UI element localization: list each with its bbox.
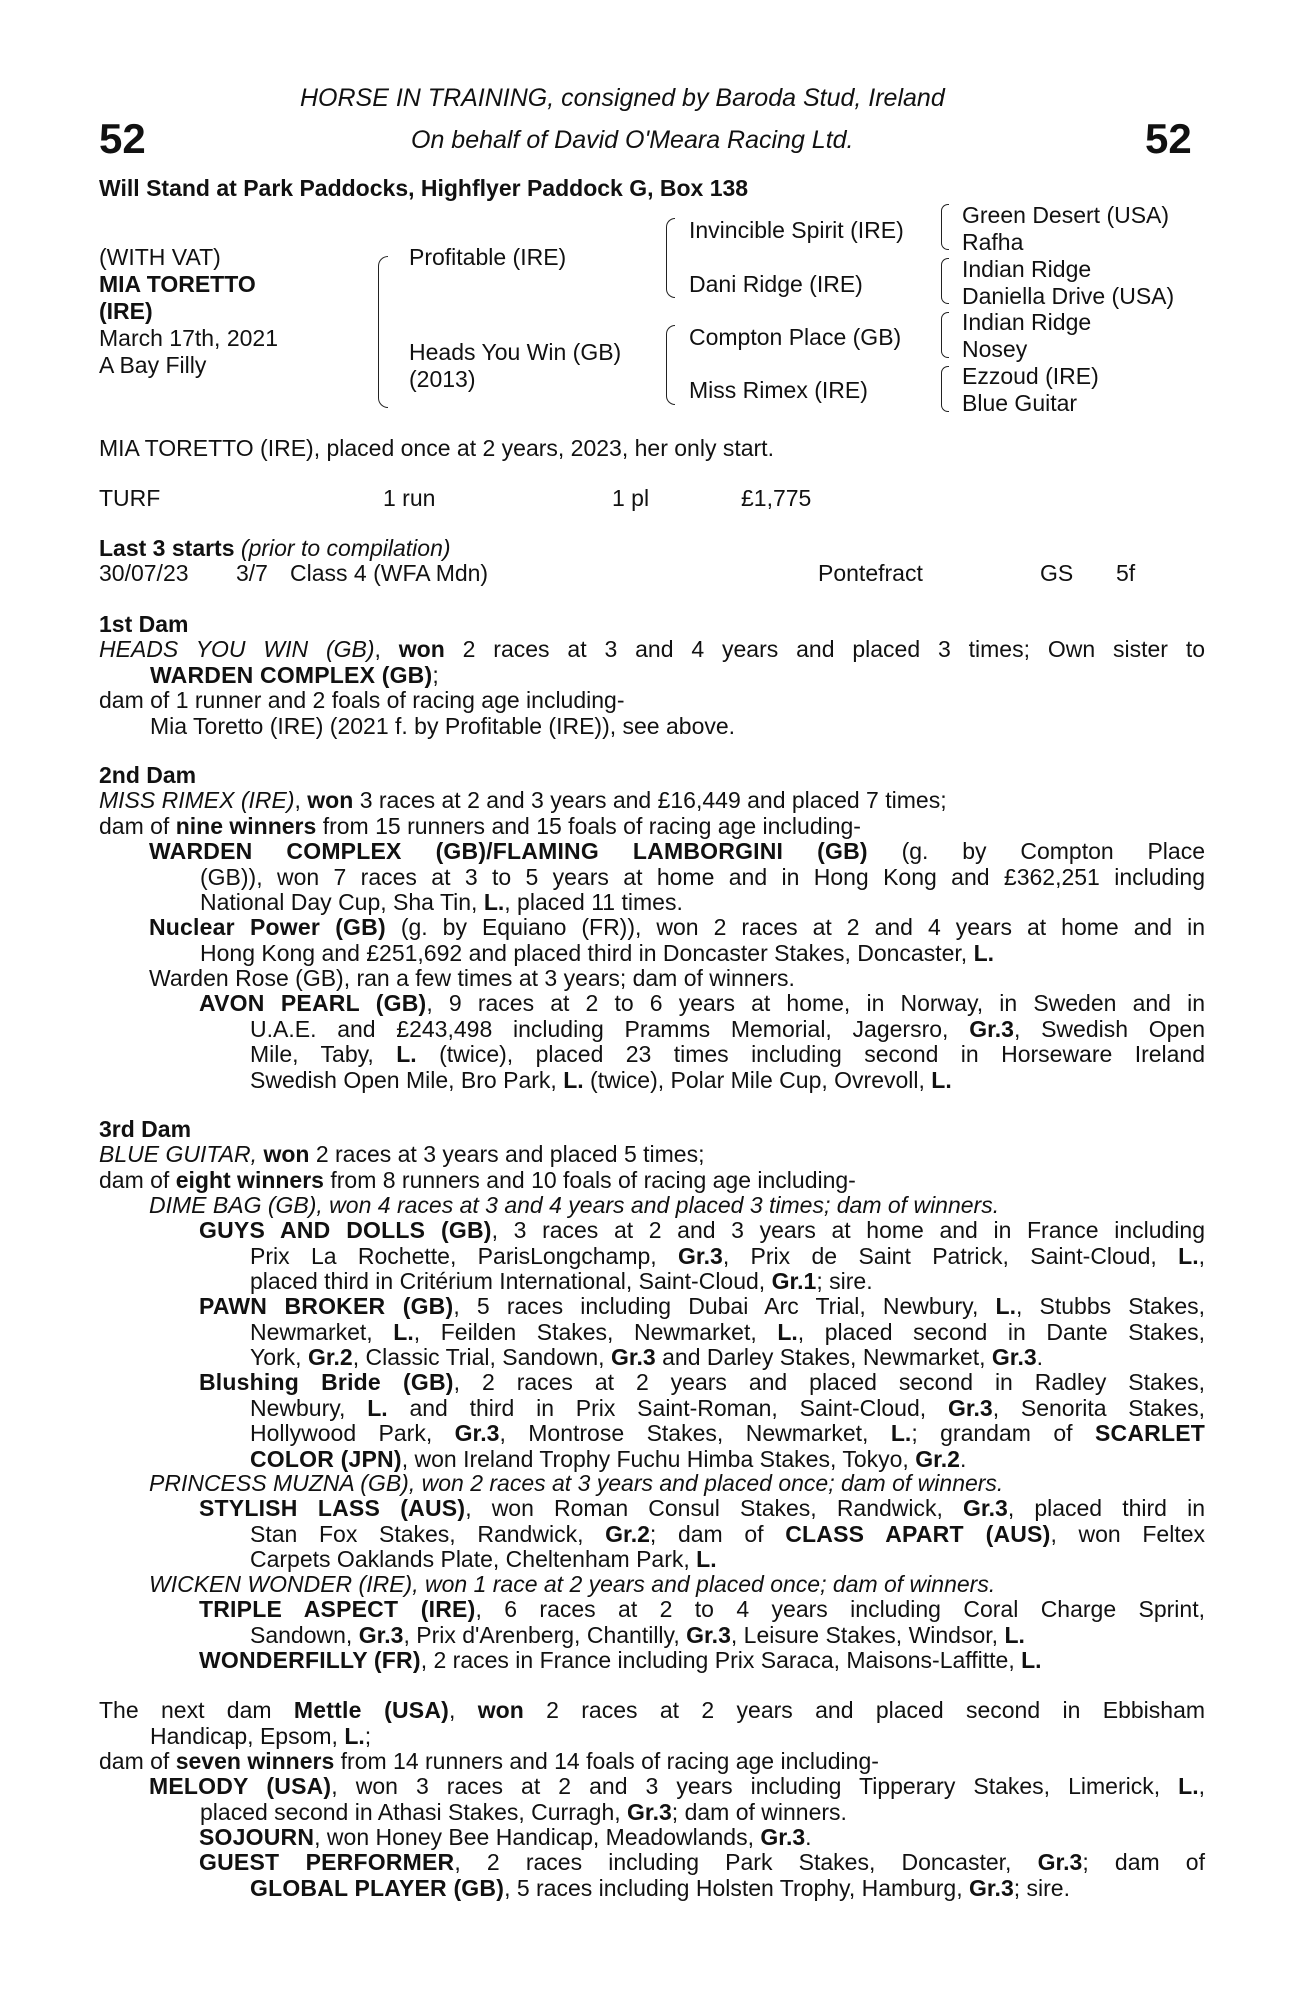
horse-name: AVON PEARL (GB) — [199, 990, 427, 1016]
horse-description: A Bay Filly — [99, 352, 207, 378]
start-position: 3/7 — [236, 560, 268, 586]
brace-g2 — [941, 258, 949, 304]
horse-name: WARDEN COMPLEX (GB)/FLAMING LAMBORGINI (GB) — [149, 838, 868, 864]
text: , 2 races including Park Stakes, Doncaster, — [454, 1849, 1012, 1875]
ancestor-g6: Nosey — [962, 336, 1028, 362]
horse-name: Blushing Bride (GB) — [199, 1369, 454, 1395]
text: ; grandam of — [911, 1420, 1073, 1446]
sire-sire: Invincible Spirit (IRE) — [689, 217, 904, 243]
group-tag: Gr.3 — [678, 1242, 723, 1269]
lot-number-left: 52 — [99, 115, 146, 162]
text: , Feilden Stakes, Newmarket, — [413, 1318, 757, 1345]
last-starts-title: Last 3 starts — [99, 535, 235, 561]
listed-tag: L. — [483, 889, 505, 915]
melody-entry — [149, 1774, 1205, 1825]
dam-dam: Miss Rimex (IRE) — [689, 377, 868, 403]
text: ; sire. — [816, 1268, 873, 1294]
text: , Montrose Stakes, Newmarket, — [499, 1420, 869, 1446]
ancestor-g1: Green Desert (USA) — [962, 202, 1170, 228]
text: DIME BAG (GB), won 4 races at 3 and 4 years and placed 3 times; dam of winners. — [149, 1192, 1000, 1218]
listed-tag: L. — [367, 1394, 388, 1421]
second-dam-record: 3 races at 2 and 3 years and £16,449 and placed 7 times; — [359, 787, 947, 813]
text: . — [1036, 1344, 1044, 1370]
group-tag: Gr.3 — [969, 1015, 1014, 1042]
group-tag: Gr.3 — [991, 1344, 1037, 1370]
warden-rose-entry: Warden Rose (GB), ran a few times at 3 years; dam of winners. — [149, 965, 795, 991]
text: dam of — [99, 1748, 170, 1774]
won-label: won — [307, 787, 354, 813]
start-race: Class 4 (WFA Mdn) — [290, 560, 489, 586]
wonderfilly-entry — [199, 1648, 1205, 1674]
pawn-broker-entry — [199, 1294, 1205, 1371]
horse-name: COLOR (JPN) — [250, 1445, 402, 1472]
listed-tag: L. — [931, 1066, 952, 1093]
text: (twice), Polar Mile Cup, Ovrevoll, — [590, 1066, 925, 1093]
stand-location: Will Stand at Park Paddocks, Highflyer Paddock G, Box 138 — [99, 175, 749, 201]
group-tag: Gr.3 — [686, 1621, 731, 1648]
group-tag: Gr.3 — [968, 1874, 1014, 1901]
ancestor-g7: Ezzoud (IRE) — [962, 363, 1099, 389]
text: dam of — [99, 1166, 170, 1193]
text: Newmarket, — [250, 1318, 373, 1345]
second-dam-name: MISS RIMEX (IRE) — [99, 787, 295, 813]
listed-tag: L. — [1178, 1773, 1199, 1799]
nuclear-power-entry — [149, 915, 1205, 966]
text: (GB)), won 7 races at 3 to 5 years at home and in Hong Kong and £362,251 including — [200, 863, 1205, 890]
first-dam-produce: dam of 1 runner and 2 foals of racing age including- — [99, 687, 625, 713]
won-label: won — [398, 636, 445, 662]
record-earnings: £1,775 — [741, 485, 812, 511]
brace-sire-dam — [378, 256, 388, 408]
horse-name-suffix: (IRE) — [99, 298, 153, 324]
third-dam-name: BLUE GUITAR, — [99, 1141, 258, 1167]
listed-tag: L. — [1021, 1647, 1042, 1673]
text: , 3 races at 2 and 3 years at home and in France including — [491, 1217, 1205, 1243]
text: Stan Fox Stakes, Randwick, — [250, 1520, 584, 1547]
listed-tag: L. — [563, 1066, 584, 1093]
group-tag: Gr.3 — [947, 1394, 993, 1421]
text: The next dam — [99, 1697, 272, 1723]
won-label: won — [477, 1697, 524, 1723]
text: PRINCESS MUZNA (GB), won 2 races at 3 years and placed once; dam of winners. — [149, 1470, 1004, 1496]
listed-tag: L. — [696, 1546, 717, 1572]
text: , placed third in — [1007, 1495, 1205, 1521]
ancestor-g3: Indian Ridge — [962, 256, 1092, 282]
foaling-date: March 17th, 2021 — [99, 325, 279, 351]
text: Newbury, — [250, 1394, 346, 1421]
listed-tag: L. — [890, 1420, 912, 1446]
group-tag: Gr.2 — [307, 1344, 353, 1370]
listed-tag: L. — [1178, 1242, 1199, 1269]
text: and third in Prix Saint-Roman, Saint-Cloud, — [409, 1394, 927, 1421]
horse-name: SCARLET — [1094, 1420, 1205, 1446]
text: , won 3 races at 2 and 3 years including Tipperary Stakes, Limerick, — [331, 1773, 1161, 1799]
record-placed: 1 pl — [612, 485, 650, 511]
horse-name: GUYS AND DOLLS (GB) — [199, 1217, 492, 1243]
start-course: Pontefract — [818, 560, 923, 586]
text: placed second in Athasi Stakes, Curragh, — [200, 1798, 621, 1825]
dam-year: (2013) — [409, 366, 476, 392]
group-tag: Gr.3 — [760, 1824, 806, 1850]
horse-name: Nuclear Power (GB) — [149, 914, 386, 940]
brace-g3 — [941, 312, 949, 358]
ancestor-g4: Daniella Drive (USA) — [962, 283, 1175, 309]
listed-tag: L. — [973, 939, 995, 966]
group-tag: Gr.1 — [771, 1268, 817, 1294]
wicken-wonder-entry — [149, 1572, 1205, 1598]
text: , won Roman Consul Stakes, Randwick, — [465, 1495, 943, 1521]
text: . — [805, 1824, 812, 1850]
text: Prix La Rochette, ParisLongchamp, — [250, 1242, 657, 1269]
winner-count: eight winners — [175, 1166, 324, 1193]
sister-name: WARDEN COMPLEX (GB) — [150, 661, 433, 688]
text: placed third in Critérium International, Saint-Cloud, — [250, 1268, 766, 1294]
brace-dam-parents — [666, 325, 675, 405]
ancestor-g2: Rafha — [962, 229, 1024, 255]
text: , — [449, 1697, 456, 1723]
blushing-bride-entry — [199, 1370, 1205, 1472]
text: Swedish Open Mile, Bro Park, — [250, 1066, 557, 1093]
text: , — [1198, 1773, 1205, 1799]
text: ; dam of — [1082, 1849, 1205, 1875]
listed-tag: L. — [1004, 1621, 1025, 1648]
race-summary: MIA TORETTO (IRE), placed once at 2 years, 2023, her only start. — [99, 435, 774, 461]
text: Sandown, — [250, 1621, 353, 1648]
horse-name: GLOBAL PLAYER (GB) — [250, 1874, 505, 1901]
text: , Prix de Saint Patrick, Saint-Cloud, — [722, 1242, 1157, 1269]
text: U.A.E. and £243,498 including Pramms Memorial, Jagersro, — [250, 1015, 949, 1042]
first-dam-foal: Mia Toretto (IRE) (2021 f. by Profitable (IRE)), see above. — [150, 712, 736, 739]
sojourn-entry — [199, 1825, 1205, 1851]
group-tag: Gr.3 — [454, 1420, 500, 1446]
text: WICKEN WONDER (IRE), won 1 race at 2 years and placed once; dam of winners. — [149, 1571, 996, 1597]
text: , 5 races including Dubai Arc Trial, Newbury, — [453, 1293, 979, 1319]
dime-bag-entry — [149, 1193, 1205, 1219]
dam-sire: Compton Place (GB) — [689, 324, 902, 350]
text: , 2 races in France including Prix Saraca, Maisons-Laffitte, — [420, 1647, 1015, 1673]
sire-dam: Dani Ridge (IRE) — [689, 271, 863, 297]
brace-sire-parents — [666, 218, 675, 298]
punct: ; — [432, 661, 439, 688]
text: , won Feltex — [1050, 1520, 1206, 1547]
horse-name: WONDERFILLY (FR) — [199, 1647, 421, 1673]
text: Mile, Taby, — [250, 1041, 374, 1067]
start-distance: 5f — [1116, 560, 1136, 586]
text: , placed 11 times. — [504, 889, 683, 915]
start-date: 30/07/23 — [99, 560, 189, 586]
listed-tag: L. — [396, 1041, 417, 1067]
listed-tag: L. — [393, 1318, 414, 1345]
second-dam-heading: 2nd Dam — [99, 762, 197, 788]
horse-name: SOJOURN — [199, 1824, 315, 1850]
first-dam-paragraph: HEADS YOU WIN (GB), won 2 races at 3 and 4 years and placed 3 times; Own sister to WARDEN COMPLEX (GB); dam of 1 runner and 2 foals of racing age including- Mia Toretto (IRE) (2021 f. by Profitable (IRE)), see above. — [99, 636, 1205, 739]
sire-name: Profitable (IRE) — [409, 244, 567, 270]
guest-performer-entry — [199, 1850, 1205, 1901]
consignment-line-1: HORSE IN TRAINING, consigned by Baroda Stud, Ireland — [300, 84, 945, 112]
text: , placed second in Dante Stakes, — [797, 1318, 1206, 1345]
brace-g4 — [941, 366, 949, 412]
vat-note: (WITH VAT) — [99, 244, 221, 270]
horse-name: PAWN BROKER (GB) — [199, 1293, 454, 1319]
text: , won Ireland Trophy Fuchu Himba Stakes, Tokyo, — [401, 1445, 909, 1472]
text: Carpets Oaklands Plate, Cheltenham Park, — [250, 1546, 690, 1572]
third-dam-heading: 3rd Dam — [99, 1116, 192, 1142]
text: , 9 races at 2 to 6 years at home, in Norway, in Sweden and in — [426, 990, 1205, 1016]
text: , 6 races at 2 to 4 years including Coral Charge Sprint, — [475, 1596, 1205, 1622]
text: from 15 runners and 15 foals of racing age including- — [322, 812, 861, 839]
text: ; sire. — [1013, 1874, 1070, 1901]
third-dam-record: 2 races at 3 years and placed 5 times; — [315, 1141, 705, 1167]
horse-name: TRIPLE ASPECT (IRE) — [199, 1596, 476, 1622]
triple-aspect-entry — [199, 1597, 1205, 1648]
text: ; — [364, 1722, 372, 1749]
text: , Prix d'Arenberg, Chantilly, — [403, 1621, 680, 1648]
ancestor-g5: Indian Ridge — [962, 309, 1092, 335]
text: (g. by Equiano (FR)), won 2 races at 2 and 4 years at home and in — [400, 914, 1205, 940]
start-going: GS — [1040, 560, 1074, 586]
princess-muzna-entry — [149, 1471, 1205, 1497]
text: (twice), placed 23 times including second in Horseware Ireland — [439, 1041, 1206, 1067]
second-dam-paragraph: MISS RIMEX (IRE), won 3 races at 2 and 3 years and £16,449 and placed 7 times; dam of nine winners from 15 runners and 15 foals of racing age including- — [99, 787, 947, 839]
horse-name: Mettle (USA) — [293, 1697, 450, 1723]
text: from 8 runners and 10 foals of racing age including- — [330, 1166, 856, 1193]
text: National Day Cup, Sha Tin, — [200, 889, 478, 915]
text: dam of — [99, 812, 170, 839]
dam-name: Heads You Win (GB) — [409, 339, 622, 365]
text: and Darley Stakes, Newmarket, — [662, 1344, 986, 1370]
group-tag: Gr.3 — [627, 1798, 672, 1825]
group-tag: Gr.3 — [963, 1495, 1008, 1521]
text: , Senorita Stakes, — [992, 1394, 1206, 1421]
guys-and-dolls-entry — [199, 1218, 1205, 1295]
text: . — [959, 1445, 967, 1472]
text: , Stubbs Stakes, — [1015, 1293, 1206, 1319]
horse-name: GUEST PERFORMER — [199, 1849, 455, 1875]
first-dam-record: 2 races at 3 and 4 years and placed 3 times; Own sister to — [462, 636, 1205, 662]
text: ; dam of winners. — [671, 1798, 847, 1825]
text: , Swedish Open — [1013, 1015, 1206, 1042]
group-tag: Gr.3 — [610, 1344, 656, 1370]
group-tag: Gr.3 — [1037, 1849, 1083, 1875]
brace-g1 — [941, 204, 949, 250]
text: , Classic Trial, Sandown, — [352, 1344, 605, 1370]
consignment-line-2: On behalf of David O'Meara Racing Ltd. — [411, 126, 854, 154]
text: , 2 races at 2 years and placed second in Radley Stakes, — [453, 1369, 1205, 1395]
text: from 14 runners and 14 foals of racing age including- — [340, 1748, 879, 1774]
text: , — [1198, 1242, 1206, 1269]
text: Hollywood Park, — [250, 1420, 433, 1446]
winner-count: nine winners — [175, 812, 317, 839]
listed-tag: L. — [344, 1722, 365, 1749]
text: 2 races at 2 years and placed second in Ebbisham — [546, 1697, 1206, 1723]
text: ; dam of — [649, 1520, 764, 1547]
stylish-lass-entry — [199, 1496, 1205, 1573]
first-dam-heading: 1st Dam — [99, 611, 189, 637]
text: , 5 races including Holsten Trophy, Hamburg, — [504, 1874, 963, 1901]
horse-name: STYLISH LASS (AUS) — [199, 1495, 466, 1521]
warden-complex-entry — [149, 839, 1205, 916]
text: (g. by Compton Place — [901, 838, 1206, 864]
group-tag: Gr.2 — [915, 1445, 960, 1472]
ancestor-g8: Blue Guitar — [962, 390, 1078, 416]
horse-name: CLASS APART (AUS) — [785, 1520, 1051, 1547]
listed-tag: L. — [995, 1293, 1016, 1319]
horse-name: MELODY (USA) — [149, 1773, 332, 1799]
text: Handicap, Epsom, — [150, 1722, 338, 1749]
text: , won Honey Bee Handicap, Meadowlands, — [314, 1824, 754, 1850]
text: York, — [250, 1344, 302, 1370]
next-dam-paragraph — [99, 1698, 1205, 1775]
lot-number-right: 52 — [1145, 115, 1192, 162]
group-tag: Gr.2 — [605, 1520, 650, 1547]
record-runs: 1 run — [383, 485, 436, 511]
first-dam-name: HEADS YOU WIN (GB) — [99, 636, 375, 662]
record-surface: TURF — [99, 485, 161, 511]
group-tag: Gr.3 — [358, 1621, 404, 1648]
text: , Leisure Stakes, Windsor, — [730, 1621, 999, 1648]
third-dam-paragraph — [99, 1142, 1205, 1193]
won-label: won — [263, 1141, 310, 1167]
avon-pearl-entry — [199, 991, 1205, 1093]
winner-count: seven winners — [175, 1748, 335, 1774]
last-starts-note: (prior to compilation) — [240, 535, 451, 561]
horse-name: MIA TORETTO — [99, 271, 256, 297]
last-starts-heading — [99, 536, 451, 562]
text: Hong Kong and £251,692 and placed third in Doncaster Stakes, Doncaster, — [200, 939, 968, 966]
listed-tag: L. — [777, 1318, 798, 1345]
